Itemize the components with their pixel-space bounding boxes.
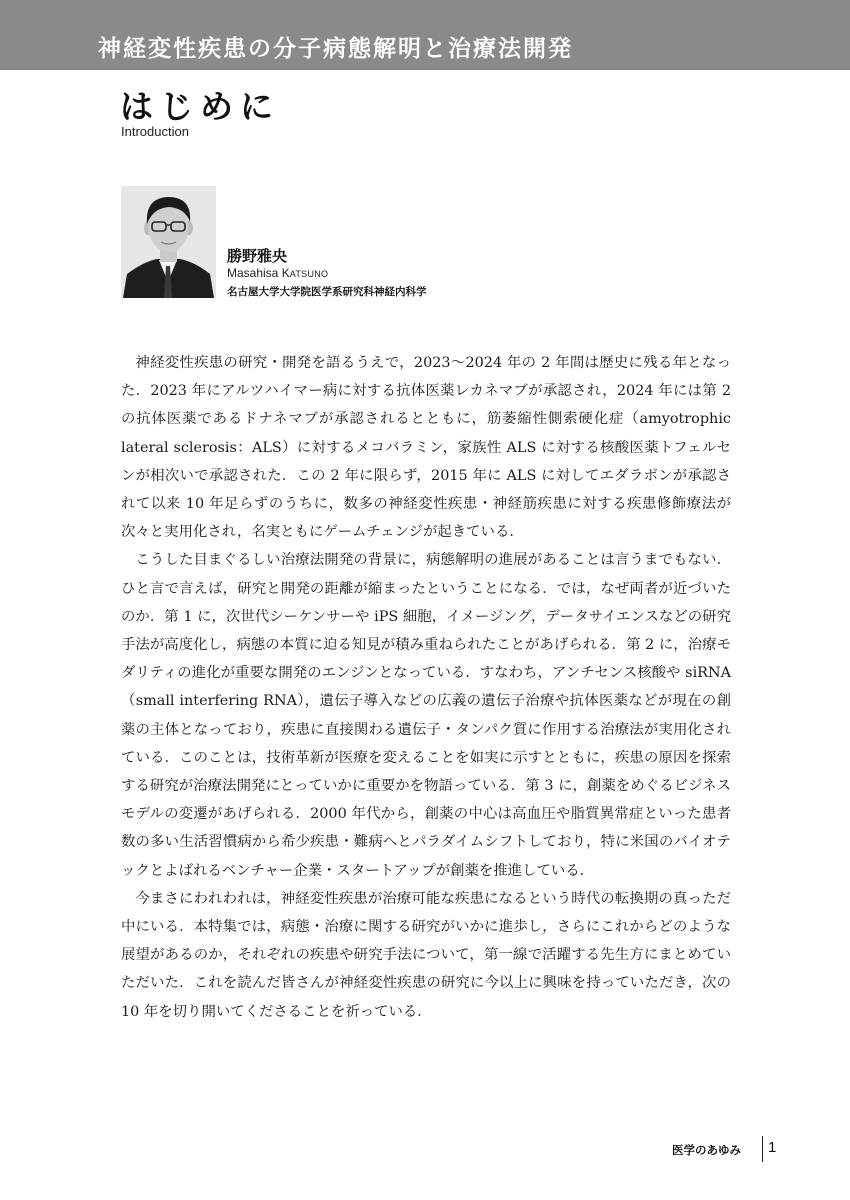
author-family-rest: ATSUNO <box>289 269 329 279</box>
footer-divider <box>762 1136 763 1162</box>
author-affiliation: 名古屋大学大学院医学系研究科神経内科学 <box>227 286 427 298</box>
author-name: 勝野雅央 <box>227 247 288 265</box>
body-paragraph: 神経変性疾患の研究・開発を語るうえで，2023〜2024 年の 2 年間は歴史に残る年となった．2023 年にアルツハイマー病に対する抗体医薬レカネマブが承認され，2024 年には第 2 の抗体医薬であるドナネマブが承認されるとともに，筋萎縮性側索硬化症（amyotrophic lateral sclerosis：ALS）に対するメコバラミン，家族性 ALS に対する核酸医薬トフェルセンが相次いで承認された．この 2 年に限らず，2015 年に ALS に対してエダラボンが承認されて以来 10 年足らずのうちに，数多の神経変性疾患・神経筋疾患に対する疾患修飾療法が次々と実用化され，名実ともにゲームチェンジが起きている． <box>121 355 731 541</box>
page-subtitle: Introduction <box>121 124 189 139</box>
page-title: はじめに <box>120 87 280 126</box>
author-portrait-illustration <box>121 186 216 298</box>
body-paragraph: 今まさにわれわれは，神経変性疾患が治療可能な疾患になるという時代の転換期の真っただ中にいる．本特集では，病態・治療に関する研究がいかに進歩し，さらにこれからどのような展望があるのか，それぞれの疾患や研究手法について，第一線で活躍する先生方にまとめていただいた．これを読んだ皆さんが神経変性疾患の研究に今以上に興味を持っていただき，次の 10 年を切り開いてくださることを祈っている． <box>121 890 731 1020</box>
author-roman-name <box>227 266 328 280</box>
series-title: 神経変性疾患の分子病態解明と治療法開発 <box>98 36 573 62</box>
series-header-bar <box>0 0 850 70</box>
author-photo <box>121 186 216 298</box>
author-given-name: Masahisa <box>227 266 282 280</box>
author-family-initial: K <box>281 266 290 280</box>
article-body <box>121 349 731 1026</box>
body-paragraph: こうした目まぐるしい治療法開発の背景に，病態解明の進展があることは言うまでもない．ひと言で言えば，研究と開発の距離が縮まったということになる．では，なぜ両者が近づいたのか．第 1 に，次世代シーケンサーや iPS 細胞，イメージング，データサイエンスなどの研究手法が高度化し，病態の本質に迫る知見が積み重ねられたことがあげられる．第 2 に，治療モダリティの進化が重要な開発のエンジンとなっている．すなわち，アンチセンス核酸や siRNA（small interfering RNA），遺伝子導入などの広義の遺伝子治療や抗体医薬などが現在の創薬の主体となっており，疾患に直接関わる遺伝子・タンパク質に作用する治療法が実用化されている．このことは，技術革新が医療を変えることを如実に示すとともに，疾患の原因を探索する研究が治療法開発にとっていかに重要かを物語っている．第 3 に，創薬をめぐるビジネスモデルの変遷があげられる．2000 年代から，創薬の中心は高血圧や脂質異常症といった患者数の多い生活習慣病から希少疾患・難病へとパラダイムシフトしており，特に米国のバイオテックとよばれるベンチャー企業・スタートアップが創薬を推進している． <box>121 552 731 879</box>
journal-name: 医学のあゆみ <box>672 1143 741 1157</box>
page-number: 1 <box>768 1139 777 1156</box>
